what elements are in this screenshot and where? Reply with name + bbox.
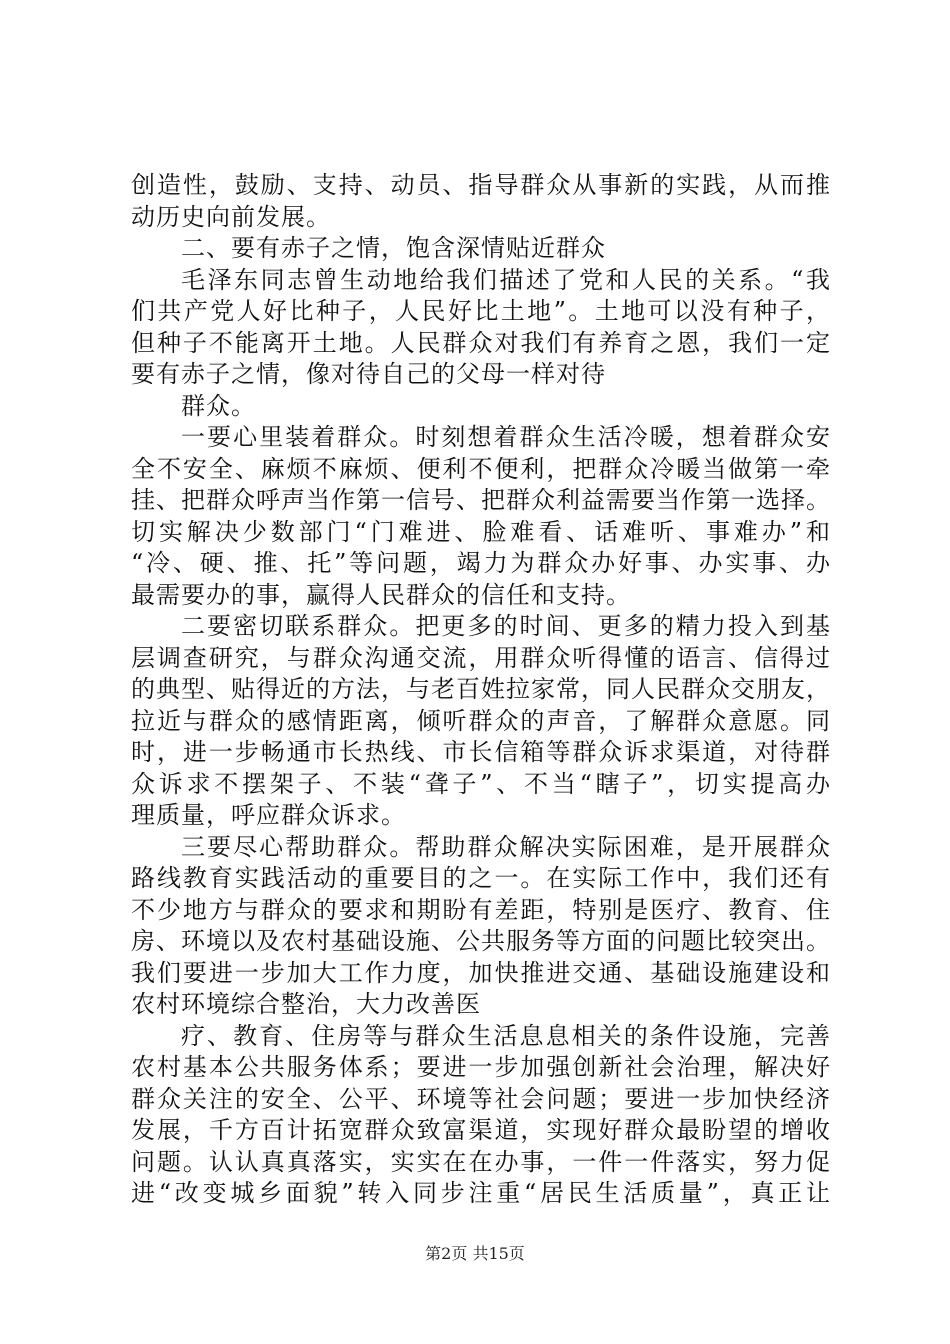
- text-line: 群众关注的安全、公平、环境等社会问题；要进一步加快经济: [131, 1084, 831, 1113]
- text-line: 但种子不能离开土地。人民群众对我们有养育之恩，我们一定: [131, 328, 831, 357]
- page-number-footer: 第2页 共15页: [425, 1244, 525, 1263]
- text-line: 全不安全、麻烦不麻烦、便利不便利，把群众冷暖当做第一牵: [131, 454, 831, 483]
- text-line: 们共产党人好比种子，人民好比土地”。土地可以没有种子，: [131, 297, 831, 325]
- text-line: 创造性，鼓励、支持、动员、指导群众从事新的实践，从而推: [131, 171, 831, 199]
- text-line: 二要密切联系群众。把更多的时间、更多的精力投入到基: [181, 612, 831, 640]
- text-line: 发展，千方百计拓宽群众致富渠道，实现好群众最盼望的增收: [131, 1116, 831, 1144]
- text-line: 动历史向前发展。: [131, 202, 331, 231]
- text-line: 问题。认认真真落实，实实在在办事，一件一件落实，努力促: [131, 1147, 831, 1176]
- text-line: 要有赤子之情，像对待自己的父母一样对待: [131, 360, 606, 388]
- text-line: 我们要进一步加大工作力度，加快推进交通、基础设施建设和: [131, 958, 831, 987]
- text-line: 进“改变城乡面貌”转入同步注重“居民生活质量”，真正让: [131, 1179, 831, 1207]
- text-line: 时，进一步畅通市长热线、市长信箱等群众诉求渠道，对待群: [131, 738, 831, 766]
- text-line: 房、环境以及农村基础设施、公共服务等方面的问题比较突出。: [131, 927, 831, 955]
- text-line: 农村环境综合整治，大力改善医: [131, 990, 481, 1018]
- text-line: 理质量，呼应群众诉求。: [131, 801, 406, 829]
- text-line: 路线教育实践活动的重要目的之一。在实际工作中，我们还有: [131, 864, 831, 892]
- text-line: 挂、把群众呼声当作第一信号、把群众利益需要当作第一选择。: [131, 486, 831, 514]
- text-line: 农村基本公共服务体系；要进一步加强创新社会治理，解决好: [131, 1053, 831, 1081]
- body-text: [131, 170, 831, 1210]
- section-heading: 二、要有赤子之情，饱含深情贴近群众: [181, 234, 606, 262]
- text-line: 最需要办的事，赢得人民群众的信任和支持。: [131, 580, 631, 609]
- text-line: 群众。: [181, 391, 256, 420]
- text-line: 疗、教育、住房等与群众生活息息相关的条件设施，完善: [181, 1021, 831, 1050]
- text-line: 毛泽东同志曾生动地给我们描述了党和人民的关系。“我: [181, 265, 831, 294]
- text-line: 众诉求不摆架子、不装“聋子”、不当“瞎子”，切实提高办: [131, 769, 831, 798]
- text-line: 拉近与群众的感情距离，倾听群众的声音，了解群众意愿。同: [131, 706, 831, 735]
- text-line: 一要心里装着群众。时刻想着群众生活冷暖，想着群众安: [181, 423, 831, 451]
- text-line: 层调查研究，与群众沟通交流，用群众听得懂的语言、信得过: [131, 643, 831, 672]
- text-line: 三要尽心帮助群众。帮助群众解决实际困难，是开展群众: [181, 832, 831, 861]
- text-line: 切实解决少数部门“门难进、脸难看、话难听、事难办”和: [131, 517, 831, 546]
- text-line: “冷、硬、推、托”等问题，竭力为群众办好事、办实事、办: [131, 549, 831, 577]
- text-line: 不少地方与群众的要求和期盼有差距，特别是医疗、教育、住: [131, 895, 831, 924]
- text-line: 的典型、贴得近的方法，与老百姓拉家常，同人民群众交朋友，: [131, 675, 831, 703]
